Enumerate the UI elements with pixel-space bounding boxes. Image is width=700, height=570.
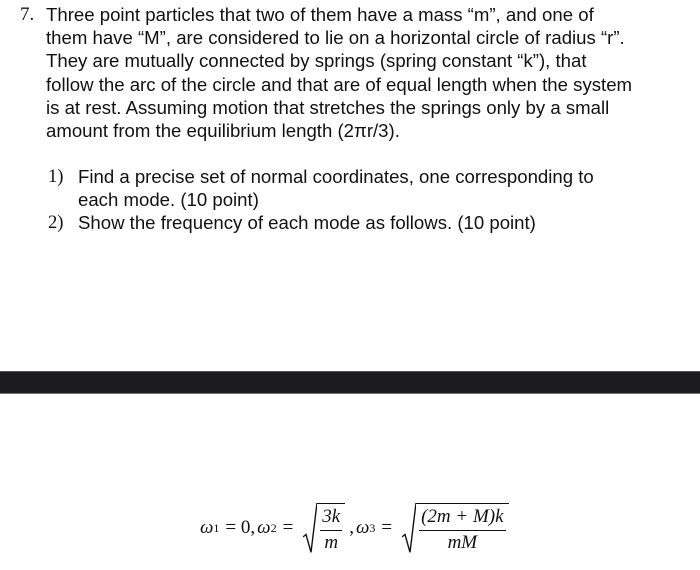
question-line: is at rest. Assuming motion that stretches the springs only by a small — [46, 96, 610, 118]
subquestion-2 — [48, 211, 688, 234]
fraction — [416, 503, 508, 554]
denominator: m — [324, 531, 339, 553]
subquestion-number: 2) — [48, 212, 64, 234]
question-line: follow the arc of the circle and that are of equal length when the system — [46, 73, 633, 95]
frequency-formula — [200, 498, 513, 558]
subquestion-line: Show the frequency of each mode as follows. (10 point) — [78, 212, 536, 234]
sqrt-w3 — [402, 503, 508, 554]
sqrt-3k-over-m — [303, 503, 345, 554]
radical-sign-icon — [303, 503, 317, 554]
subscript: 2 — [270, 520, 277, 535]
denominator: mM — [447, 531, 478, 553]
subquestion-number: 1) — [48, 166, 64, 187]
omega-3: ω — [355, 517, 370, 538]
question-line: amount from the equilibrium length (2πr/3). — [46, 120, 400, 142]
question-text — [46, 3, 690, 142]
omega-1: ω — [200, 517, 214, 538]
subscript: 3 — [369, 520, 376, 535]
subquestion-1 — [48, 165, 688, 211]
subquestion-line: each mode. (10 point) — [78, 189, 259, 211]
numerator: (2m + M)k — [419, 506, 505, 531]
numerator: 3k — [320, 506, 342, 531]
equals: = — [282, 517, 294, 538]
comma: , — [349, 517, 354, 538]
question-line: Three point particles that two of them have a mass “m”, and one of — [46, 4, 594, 25]
subscript: 1 — [213, 520, 220, 535]
question-number: 7. — [20, 4, 35, 25]
equals: = — [381, 517, 393, 538]
subquestion-list — [48, 165, 688, 235]
question-line: They are mutually connected by springs (spring constant “k”), that — [46, 50, 587, 72]
radical-sign-icon — [402, 503, 416, 554]
subquestion-line: Find a precise set of normal coordinates, one corresponding to — [78, 166, 594, 187]
question-7 — [20, 3, 690, 142]
question-line: them have “M”, are considered to lie on a horizontal circle of radius “r”. — [46, 27, 625, 49]
fraction — [317, 503, 345, 554]
divider-bar — [0, 371, 700, 394]
omega-1-value: = 0, — [225, 517, 256, 538]
omega-2: ω — [257, 517, 271, 538]
